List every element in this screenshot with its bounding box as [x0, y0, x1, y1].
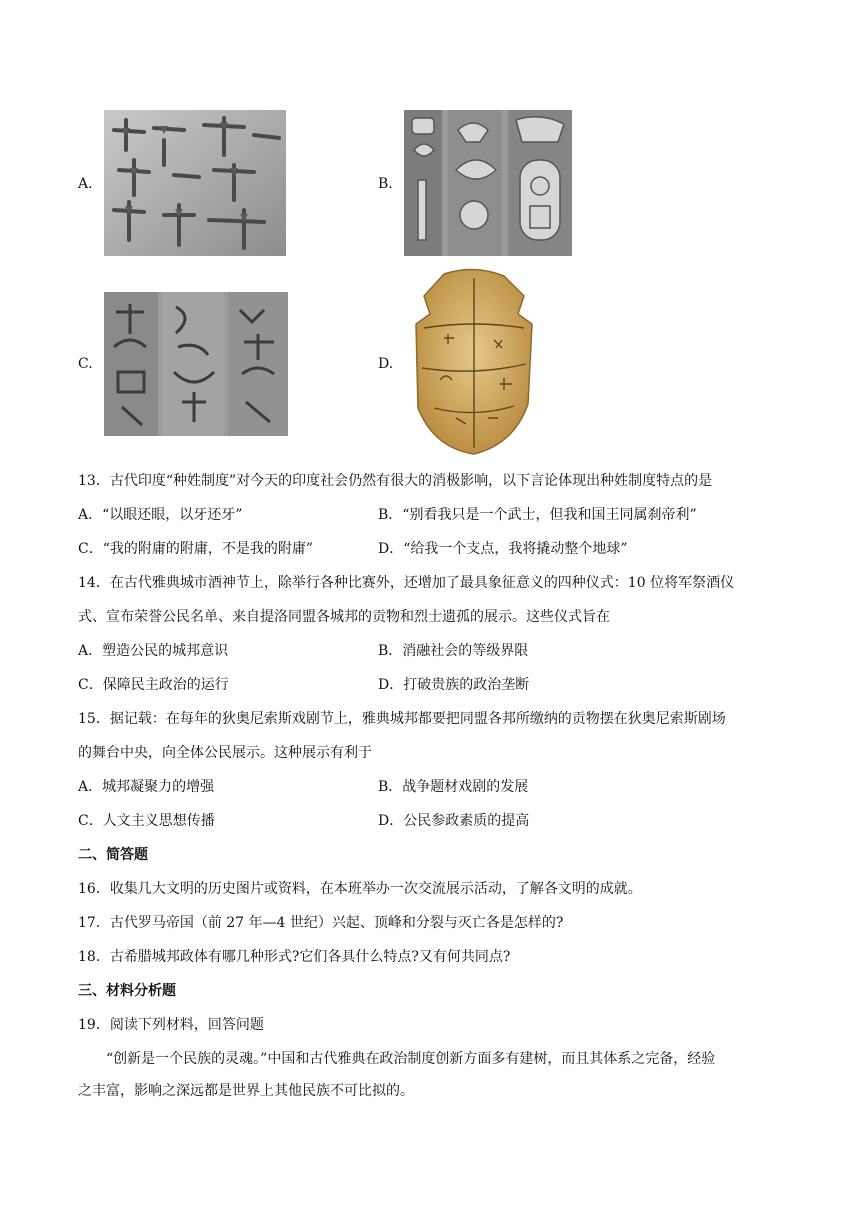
- section-2-title: 二、简答题: [78, 847, 148, 863]
- question-17: 17．古代罗马帝国（前 27 年—4 世纪）兴起、顶峰和分裂与灭亡各是怎样的?: [78, 915, 564, 931]
- question-13-option-b: B．“别看我只是一个武士，但我和国王同属刹帝利”: [378, 507, 697, 523]
- question-15-stem-line-1: 15．据记载：在每年的狄奥尼索斯戏剧节上，雅典城邦都要把同盟各邦所缴纳的贡物摆在狄奥尼索斯剧场: [78, 711, 726, 727]
- question-15-option-c: C．人文主义思想传播: [78, 813, 215, 829]
- option-d-letter: D.: [378, 356, 394, 372]
- option-b-letter: B.: [378, 176, 393, 192]
- material-line-2: 之丰富，影响之深远都是世界上其他民族不可比拟的。: [78, 1083, 414, 1099]
- material-line-1: “创新是一个民族的灵魂。”中国和古代雅典在政治制度创新方面多有建树，而且其体系之完备，经验: [106, 1051, 716, 1067]
- question-14-stem-line-1: 14．在古代雅典城市酒神节上，除举行各种比赛外，还增加了最具象征意义的四种仪式：10 位将军祭酒仪: [78, 575, 735, 591]
- section-3-title: 三、材料分析题: [78, 983, 176, 999]
- question-18: 18．古希腊城邦政体有哪几种形式?它们各具什么特点?又有何共同点?: [78, 949, 511, 965]
- question-14-option-b: B．消融社会的等级界限: [378, 643, 529, 659]
- indus-script-image: [104, 292, 288, 436]
- oracle-bone-image: [404, 268, 544, 458]
- question-15-option-b: B．战争题材戏剧的发展: [378, 779, 529, 795]
- question-13-option-c: C．“我的附庸的附庸，不是我的附庸”: [78, 541, 314, 557]
- question-15-option-a: A．城邦凝聚力的增强: [78, 779, 215, 795]
- question-14-option-a: A．塑造公民的城邦意识: [78, 643, 229, 659]
- question-13-option-d: D．“给我一个支点，我将撬动整个地球”: [378, 541, 628, 557]
- option-a-letter: A.: [78, 176, 93, 192]
- question-15-option-d: D．公民参政素质的提高: [378, 813, 530, 829]
- question-19: 19．阅读下列材料，回答问题: [78, 1017, 264, 1033]
- question-14-option-d: D．打破贵族的政治垄断: [378, 677, 530, 693]
- option-c-letter: C.: [78, 356, 93, 372]
- question-14-option-c: C．保障民主政治的运行: [78, 677, 229, 693]
- question-15-stem-line-2: 的舞台中央，向全体公民展示。这种展示有利于: [78, 745, 372, 761]
- egyptian-hieroglyphs-image: [404, 110, 572, 256]
- question-16: 16．收集几大文明的历史图片或资料，在本班举办一次交流展示活动，了解各文明的成就。: [78, 881, 642, 897]
- question-13-stem: 13．古代印度“种姓制度”对今天的印度社会仍然有很大的消极影响，以下言论体现出种姓制度特点的是: [78, 473, 713, 489]
- question-14-stem-line-2: 式、宣布荣誉公民名单、来自提洛同盟各城邦的贡物和烈士遗孤的展示。这些仪式旨在: [78, 609, 610, 625]
- question-13-option-a: A．“以眼还眼，以牙还牙”: [78, 507, 243, 523]
- cuneiform-tablet-image: [104, 110, 286, 256]
